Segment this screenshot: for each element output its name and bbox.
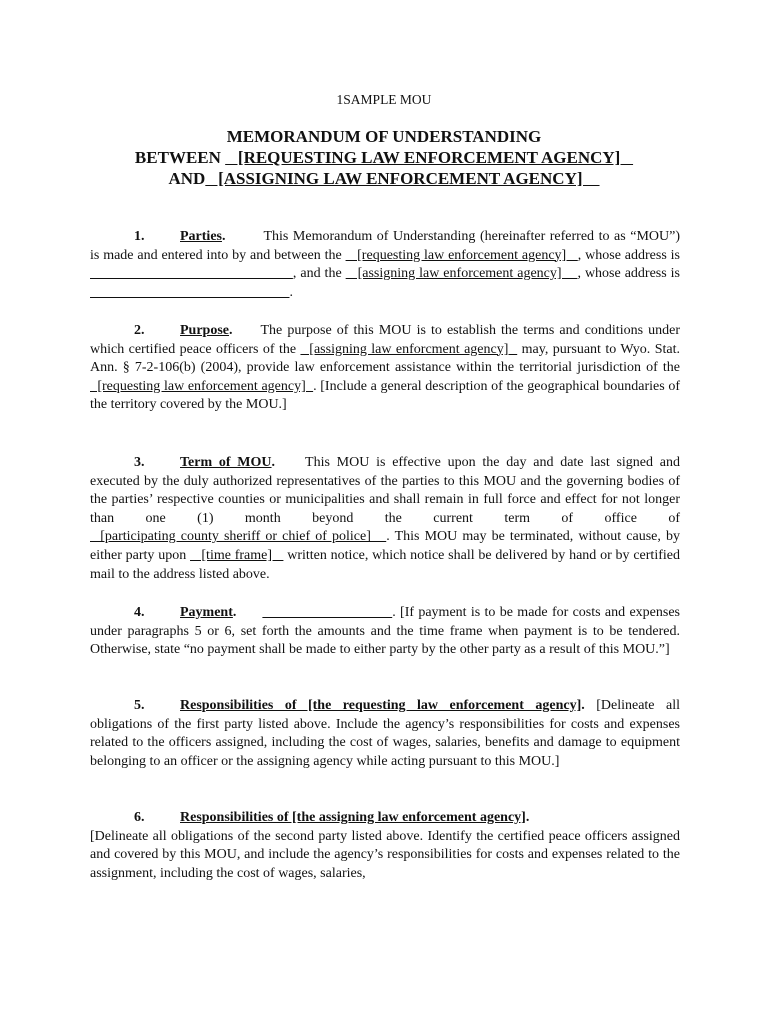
fill-time-frame: [time frame] xyxy=(190,547,284,563)
section-requesting-responsibilities xyxy=(90,697,680,771)
section-payment xyxy=(90,604,680,660)
fill-address-blank xyxy=(90,266,293,281)
fill-sheriff-or-chief: [participating county sheriff or chief of police] xyxy=(90,529,387,545)
section-term xyxy=(90,454,680,584)
fill-requesting-agency: [requesting law enforcement agency] xyxy=(90,378,314,394)
section-number: 5. xyxy=(134,698,145,713)
section-number: 2. xyxy=(134,323,145,338)
section-heading: Parties xyxy=(180,229,222,244)
section-paragraph: 1. Parties. This Memorandum of Understanding (hereinafter referred to as “MOU”) is made and entered into by and between the [requesting law enforcement agency] , whose address is , and the [assigning law enforcement agency] , whose address is . xyxy=(90,229,680,300)
section-heading: Purpose xyxy=(180,323,229,338)
title-and: AND xyxy=(168,169,206,188)
section-purpose xyxy=(90,322,680,415)
fill-requesting-agency: [requesting law enforcement agency] xyxy=(345,247,578,263)
section-paragraph: 4. Payment. . [If payment is to be made for costs and expenses under paragraphs 5 or 6, set forth the amounts and the time frame when payment is to be tendered. Otherwise, state “no payment shall be made to either party by the other party as a result of this MOU.”] xyxy=(90,605,681,658)
section-number: 6. xyxy=(134,810,145,825)
fill-assigning-agency: [assigning law enforcment agency] xyxy=(300,341,518,357)
section-heading: Responsibilities of [the assigning law enforcement agency] xyxy=(180,810,526,825)
section-assigning-responsibilities xyxy=(90,809,680,883)
title-line-1: MEMORANDUM OF UNDERSTANDING xyxy=(226,127,542,146)
section-number: 3. xyxy=(134,455,145,470)
fill-address-blank xyxy=(90,285,290,300)
section-paragraph: 3. Term of MOU. This MOU is effective upon the day and date last signed and executed by the duly authorized representatives of the parties to this MOU and the governing bodies of the parties’ respective counties or municipalities and shall remain in full force and effect for not longer than one (1) month beyond the current term of office of [participating county sheriff or chief of police] . This MOU may be terminated, without cause, by either party upon [time frame] written notice, which notice shall be delivered by hand or by certified mail to the address listed above. xyxy=(90,455,680,582)
title-between: BETWEEN xyxy=(134,148,226,167)
title-line-3 xyxy=(0,168,768,189)
section-paragraph: 2. Purpose. The purpose of this MOU is to establish the terms and conditions under which certified peace officers of the [assigning law enforcment agency] may, pursuant to Wyo. Stat. Ann. § 7-2-106(b) (2004), provide law enforcement assistance within the territorial jurisdiction of the [requesting law enforcement agency] . [Include a general description of the geographical boundaries of the territory covered by the MOU.] xyxy=(90,323,680,413)
section-paragraph: 5. Responsibilities of [the requesting law enforcement agency]. [Delineate all obligations of the first party listed above. Include the agency’s responsibilities for costs and expenses related to the officers assigned, including the cost of wages, salaries, benefits and damage to equipment belonging to an officer or the assigning agency while acting pursuant to this MOU.] xyxy=(90,698,680,769)
document-title xyxy=(0,126,768,189)
fill-payment-blank xyxy=(262,605,392,620)
section-heading: Term of MOU xyxy=(180,455,272,470)
title-requesting-agency-fill: [REQUESTING LAW ENFORCEMENT AGENCY] xyxy=(225,148,634,167)
document-label: 1SAMPLE MOU xyxy=(336,92,432,107)
title-assigning-agency-fill: [ASSIGNING LAW ENFORCEMENT AGENCY] xyxy=(205,169,600,188)
fill-assigning-agency: [assigning law enforcement agency] xyxy=(345,266,578,282)
section-parties xyxy=(90,228,680,302)
section-paragraph: 6. Responsibilities of [the assigning law enforcement agency]. [Delineate all obligations of the second party listed above. Identify the certified peace officers assigned and covered by this MOU, and include the agency’s responsibilities for costs and expenses related to the assignment, including the cost of wages, salaries, xyxy=(90,810,680,881)
section-number: 1. xyxy=(134,229,145,244)
title-line-2 xyxy=(0,147,768,168)
section-heading: Responsibilities of [the requesting law enforcement agency] xyxy=(180,698,582,713)
section-number: 4. xyxy=(134,605,145,620)
section-heading: Payment xyxy=(180,605,233,620)
